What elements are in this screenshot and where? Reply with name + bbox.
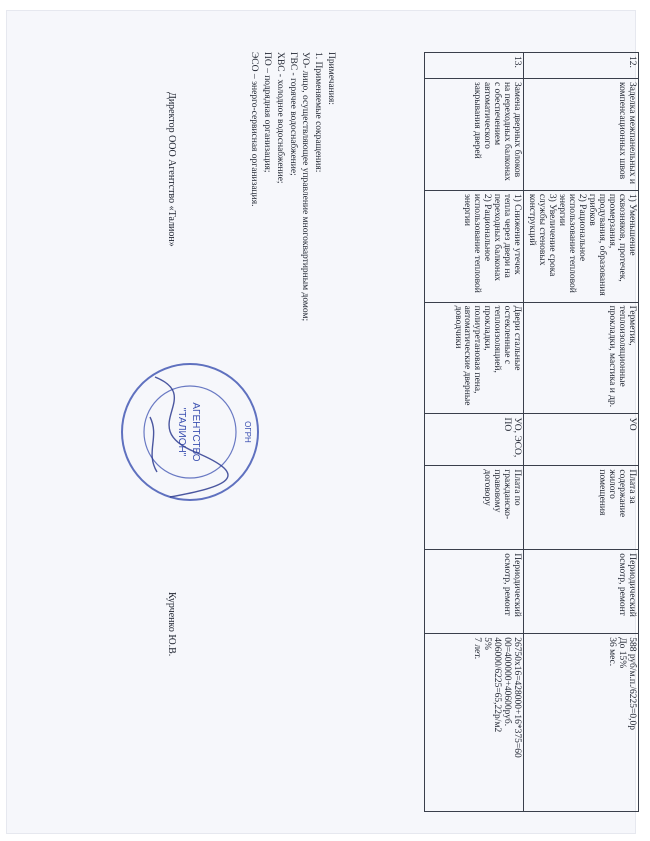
row-number: 12.	[524, 53, 639, 79]
financing-cell: Плата за содержание жилого помещения	[524, 466, 639, 550]
notes-title: Примечания:	[326, 52, 336, 105]
table-row	[425, 53, 524, 812]
director-title: Директор ООО Агентство «Талион»	[166, 92, 177, 247]
frequency-cell: Периодический осмотр, ремонт	[425, 550, 524, 634]
notes-line: ГВС - горячее водоснабжение;	[287, 52, 298, 176]
company-stamp	[115, 357, 265, 507]
effect-line: 3) Увеличение срока службы стеновых конструкций	[527, 193, 558, 277]
calculation-cell	[425, 634, 524, 812]
effects-cell	[425, 190, 524, 302]
table-row	[524, 53, 639, 812]
notes-line: ХВС - холодное водоснабжение;	[274, 52, 285, 184]
calculation-cell	[524, 634, 639, 812]
notes-line: ЭСО – энерго-сервисная организация.	[249, 52, 260, 207]
rotated-document-content	[0, 12, 637, 832]
notes-line: 1. Применяемые сокращения:	[313, 52, 324, 173]
notes-line: УО- лицо, осуществляющее управление многоквартирным домом;	[300, 52, 311, 322]
stamp-top-text: ОГРН	[243, 421, 252, 443]
work-name: Замена дверных блоков на переходных балконах с обеспечением автоматического закрывания дверей	[425, 78, 524, 190]
work-name: Заделка межпанельных и компенсационных швов	[524, 78, 639, 190]
calc-line: 00=400000+40600руб.	[502, 637, 513, 727]
stamp-center-line2: "ТАЛИОН"	[176, 407, 187, 457]
effect-line: 1) Уменьшение сквозняков, протечек, промерзания, продувания, образования грибков	[587, 193, 637, 296]
stamp-center-line1: АГЕНТСТВО	[190, 402, 201, 462]
calc-line: 406000/6225=65,22р/м2	[492, 637, 503, 733]
calc-line: До 15%	[617, 637, 628, 669]
calc-line: 36 мес.	[607, 637, 618, 667]
materials-cell: Герметик, теплоизоляционные прокладки, мастика и др.	[524, 302, 639, 414]
executor-cell: УО	[524, 414, 639, 466]
financing-cell: Плата по гражданско-правовому договору	[425, 466, 524, 550]
calc-line: 588 руб/м.п./6225=0,0р	[627, 637, 637, 731]
calc-line: 26750х16=428000+16*375=60	[512, 637, 523, 758]
calc-line: 7 лет.	[472, 637, 483, 660]
executor-cell: УО, ЭСО, ПО	[425, 414, 524, 466]
effects-cell	[524, 190, 639, 302]
effect-line: 2) Рациональное использование тепловой энергии	[462, 193, 493, 293]
director-name: Курченко Ю.В.	[166, 592, 177, 657]
frequency-cell: Периодический осмотр, ремонт	[524, 550, 639, 634]
materials-cell: Двери стальные остекленные с теплоизоляцией, прокладки, полиуретановая пена, автоматические дверные доводчики	[425, 302, 524, 414]
effect-line: 2) Рациональное использование тепловой энергии	[557, 193, 588, 293]
measures-table	[424, 52, 639, 812]
effect-line: 1) Снижение утечек тепла через двери на переходных балконах	[492, 193, 523, 282]
notes-line: ПО – подрядная организация;	[261, 52, 272, 173]
calc-line: 5%	[482, 637, 493, 650]
row-number: 13.	[425, 53, 524, 79]
